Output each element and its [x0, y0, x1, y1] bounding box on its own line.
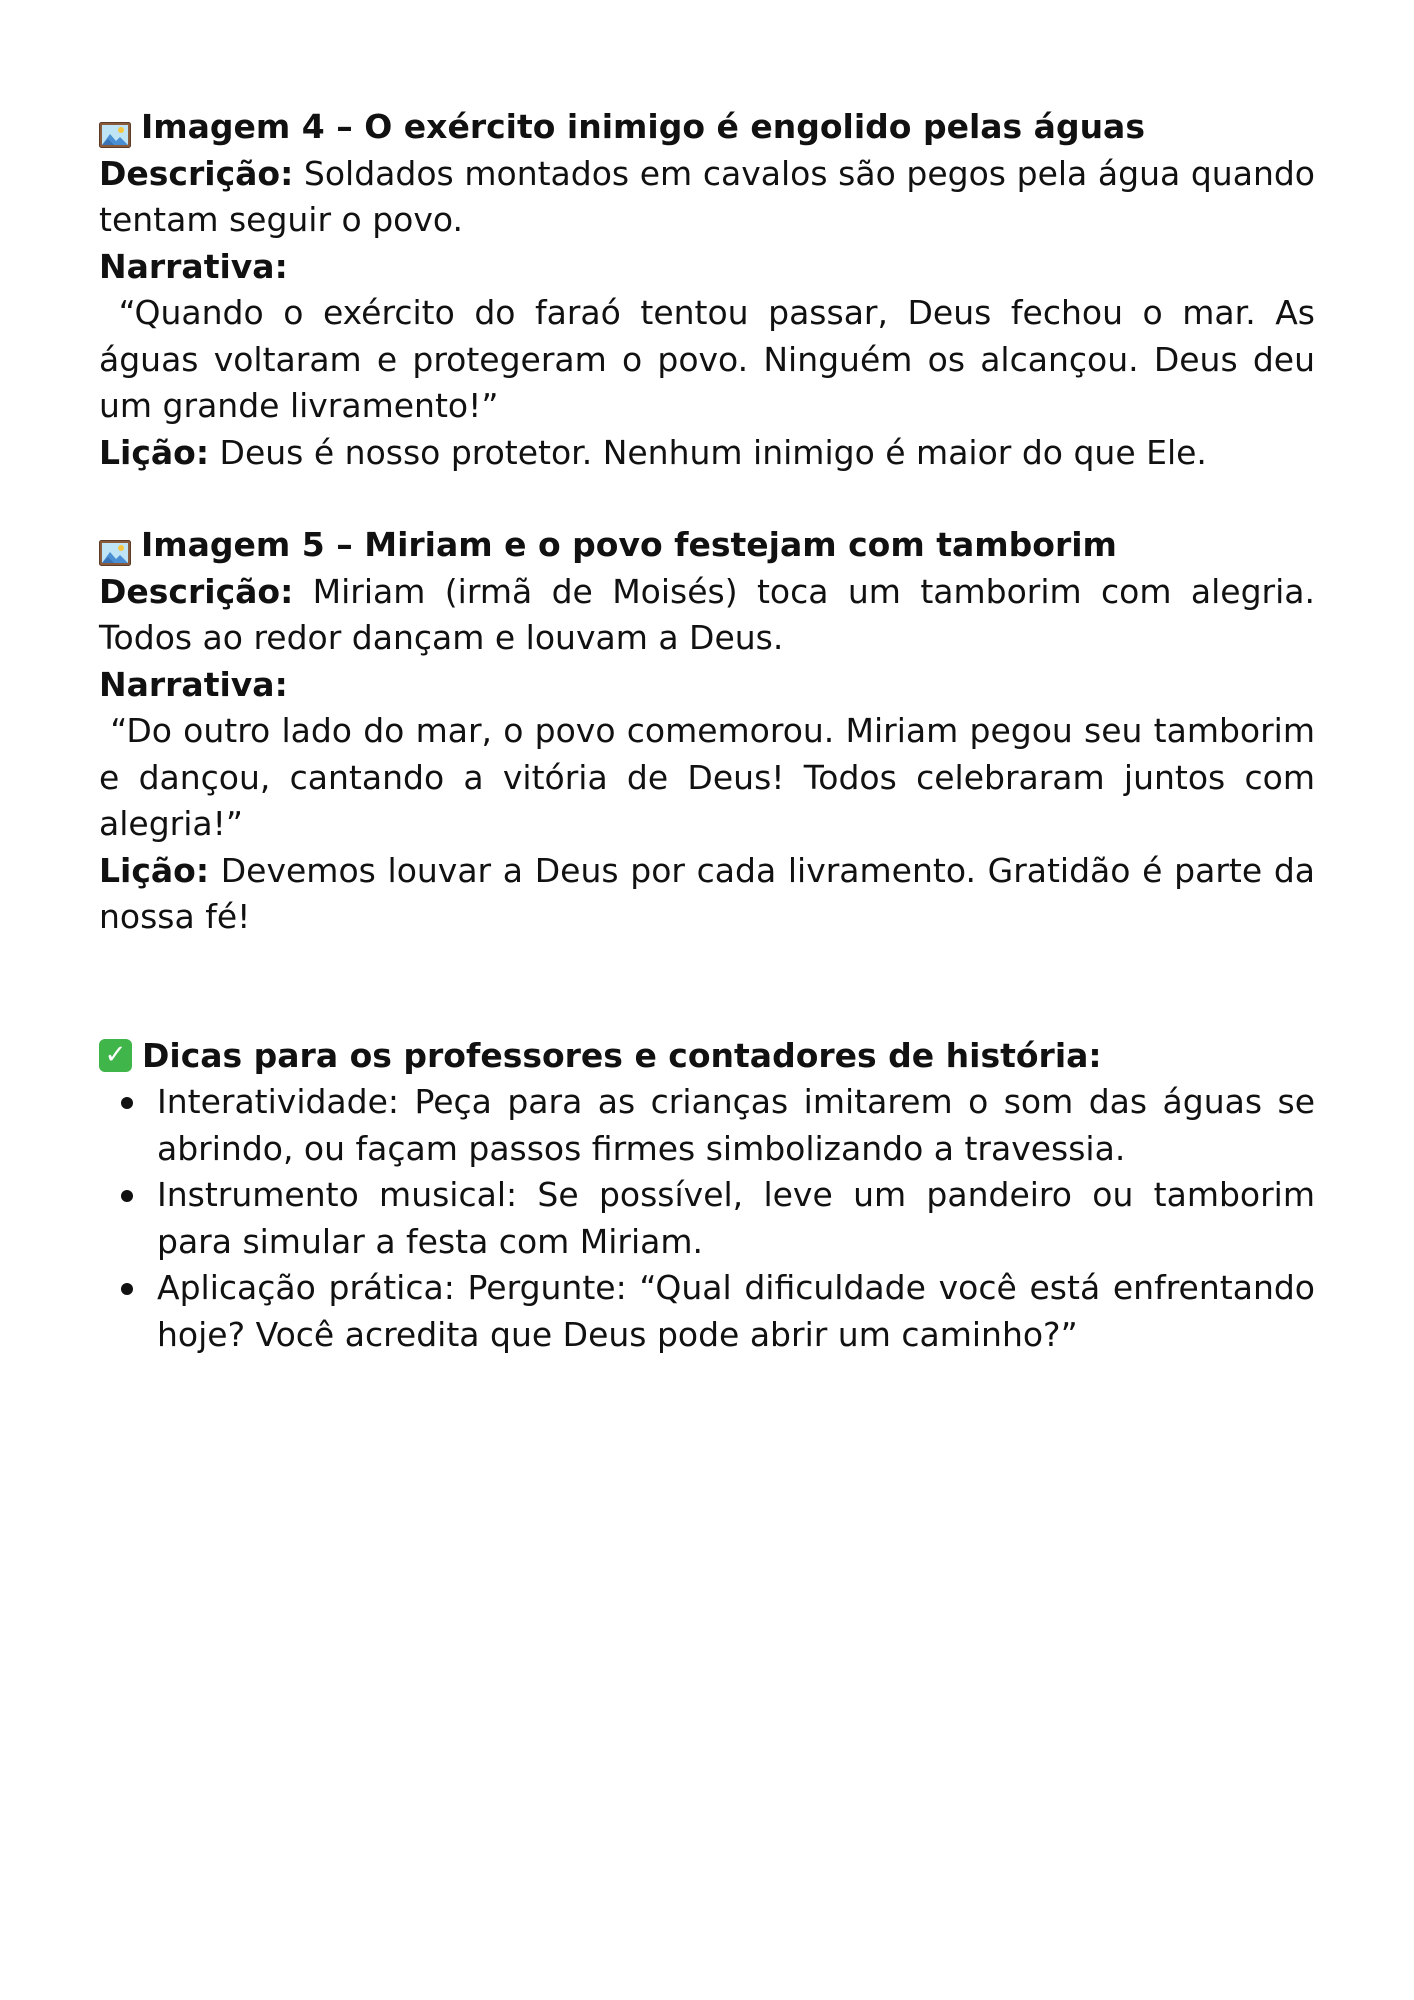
- bullet-icon: [121, 1283, 133, 1295]
- list-item: [99, 1079, 1315, 1172]
- licao-paragraph: [99, 848, 1315, 941]
- tips-title: Dicas para os professores e contadores de história:: [142, 1035, 1102, 1075]
- tip-text: Interatividade: Peça para as crianças imitarem o som das águas se abrindo, ou façam passos firmes simbolizando a travessia.: [157, 1082, 1315, 1168]
- document-page: [99, 104, 1326, 1358]
- descricao-label: Descrição:: [99, 571, 294, 611]
- framed-picture-icon: [99, 532, 131, 558]
- tips-section: [99, 1033, 1315, 1359]
- framed-picture-icon: [99, 114, 131, 140]
- descricao-text: Soldados montados em cavalos são pegos pela água quando tentam seguir o povo.: [99, 153, 1315, 239]
- licao-label: Lição:: [99, 432, 210, 472]
- bullet-icon: [121, 1190, 133, 1202]
- narrativa-text: “Quando o exército do faraó tentou passar, Deus fechou o mar. As águas voltaram e protegeram o povo. Ninguém os alcançou. Deus deu um grande livramento!”: [99, 293, 1326, 425]
- check-mark-button-icon: ✓: [99, 1039, 132, 1072]
- licao-paragraph: [99, 430, 1315, 477]
- tip-text: Aplicação prática: Pergunte: “Qual dificuldade você está enfrentando hoje? Você acredita que Deus pode abrir um caminho?”: [157, 1268, 1315, 1354]
- section-imagem-5: [99, 522, 1326, 941]
- section-title: Imagem 5 – Miriam e o povo festejam com tamborim: [141, 525, 1117, 564]
- section-title: Imagem 4 – O exército inimigo é engolido pelas águas: [141, 107, 1145, 146]
- list-item: [99, 1172, 1315, 1265]
- tip-text: Instrumento musical: Se possível, leve um pandeiro ou tamborim para simular a festa com Miriam.: [157, 1175, 1315, 1261]
- section-imagem-4: [99, 104, 1326, 476]
- narrativa-text: “Do outro lado do mar, o povo comemorou. Miriam pegou seu tamborim e dançou, cantando a vitória de Deus! Todos celebraram juntos com alegria!”: [99, 711, 1326, 843]
- narrativa-label: Narrativa:: [99, 246, 288, 286]
- descricao-paragraph: [99, 151, 1315, 244]
- section-heading: [99, 104, 1315, 151]
- licao-text: Devemos louvar a Deus por cada livramento. Gratidão é parte da nossa fé!: [99, 850, 1315, 936]
- list-item: [99, 1265, 1315, 1358]
- bullet-icon: [121, 1097, 133, 1109]
- section-heading: [99, 522, 1315, 569]
- tips-list: [99, 1079, 1315, 1358]
- narrativa-label: Narrativa:: [99, 664, 288, 704]
- descricao-text: Miriam (irmã de Moisés) toca um tamborim com alegria. Todos ao redor dançam e louvam a Deus.: [99, 571, 1315, 657]
- descricao-paragraph: [99, 569, 1315, 662]
- descricao-label: Descrição:: [99, 153, 294, 193]
- tips-heading: [99, 1033, 1315, 1080]
- licao-text: Deus é nosso protetor. Nenhum inimigo é maior do que Ele.: [219, 432, 1207, 472]
- licao-label: Lição:: [99, 850, 210, 890]
